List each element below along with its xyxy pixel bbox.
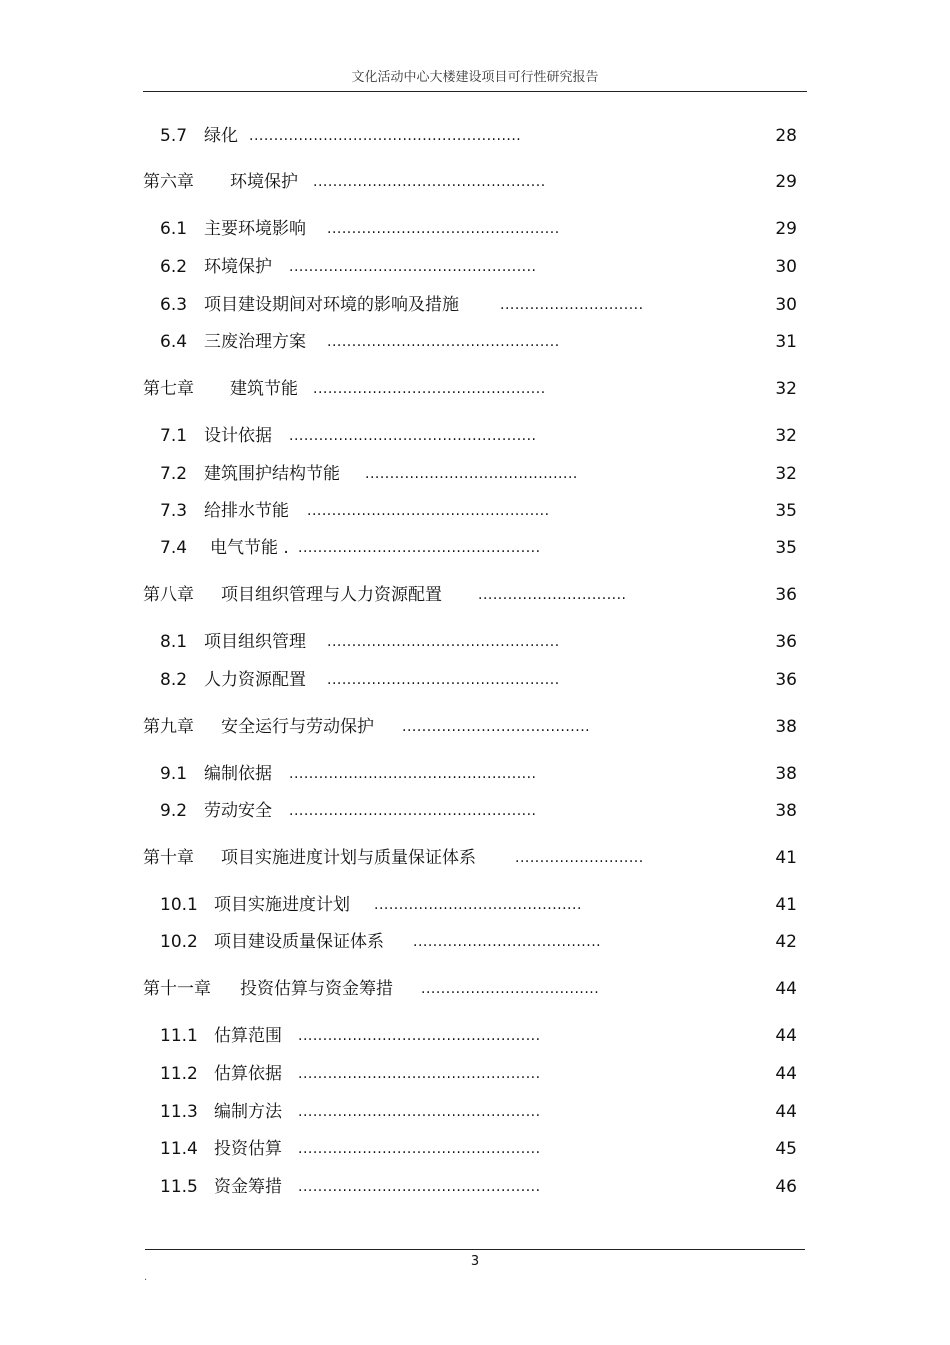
toc-entry-leader-dots: ................................................. xyxy=(298,540,541,556)
toc-entry-title: 建筑节能 xyxy=(230,379,298,399)
toc-entry-title: 编制方法 xyxy=(214,1102,282,1122)
toc-entry-title: 环境保护 xyxy=(204,257,272,277)
toc-entry-number: 8.1 xyxy=(160,632,188,652)
toc-entry xyxy=(0,1137,950,1161)
toc-entry-title: 项目实施进度计划 xyxy=(214,895,350,915)
toc-entry-number: 7.4 xyxy=(160,538,188,558)
toc-entry-leader-dots: ............................................... xyxy=(313,174,546,190)
toc-entry xyxy=(0,1175,950,1199)
toc-entry-leader-dots: .................................................. xyxy=(289,428,537,444)
toc-entry-title: 环境保护 xyxy=(230,172,298,192)
toc-entry-number: 10.2 xyxy=(160,932,198,952)
toc-entry-leader-dots: .............................. xyxy=(478,587,627,603)
toc-entry-leader-dots: ................................................. xyxy=(298,1179,541,1195)
toc-entry-number: 11.4 xyxy=(160,1139,198,1159)
toc-entry xyxy=(0,977,950,1001)
toc-entry-page-number: 45 xyxy=(775,1139,797,1159)
toc-entry-leader-dots: .......................................... xyxy=(374,897,582,913)
toc-entry-title: 劳动安全 xyxy=(204,801,272,821)
toc-entry-leader-dots: ............................................... xyxy=(327,634,560,650)
toc-entry-page-number: 36 xyxy=(775,670,797,690)
toc-entry-number: 第六章 xyxy=(143,172,194,192)
toc-entry-title: 编制依据 xyxy=(204,764,272,784)
toc-entry-leader-dots: .................................................. xyxy=(289,259,537,275)
toc-entry xyxy=(0,462,950,486)
toc-entry-number: 9.2 xyxy=(160,801,188,821)
toc-entry xyxy=(0,846,950,870)
header-divider xyxy=(143,91,807,92)
toc-entry-number: 5.7 xyxy=(160,126,188,146)
toc-entry-number: 8.2 xyxy=(160,670,188,690)
toc-entry-page-number: 35 xyxy=(775,538,797,558)
toc-entry-page-number: 29 xyxy=(775,219,797,239)
toc-entry-page-number: 42 xyxy=(775,932,797,952)
toc-entry-number: 第九章 xyxy=(143,717,194,737)
toc-entry-title: 投资估算与资金筹措 xyxy=(240,979,393,999)
footer-mark: . xyxy=(144,1272,148,1283)
toc-entry xyxy=(0,536,950,560)
toc-entry xyxy=(0,799,950,823)
toc-entry-leader-dots: ....................................................... xyxy=(249,128,522,144)
toc-entry-page-number: 35 xyxy=(775,501,797,521)
toc-entry-page-number: 38 xyxy=(775,717,797,737)
toc-entry xyxy=(0,583,950,607)
toc-entry-page-number: 36 xyxy=(775,585,797,605)
toc-entry-title: 项目建设期间对环境的影响及措施 xyxy=(204,295,459,315)
toc-entry-number: 7.2 xyxy=(160,464,188,484)
toc-entry xyxy=(0,499,950,523)
toc-entry xyxy=(0,424,950,448)
toc-entry-number: 11.2 xyxy=(160,1064,198,1084)
toc-entry-number: 6.1 xyxy=(160,219,188,239)
page-number: 3 xyxy=(470,1254,480,1269)
toc-entry-leader-dots: ................................................. xyxy=(298,1066,541,1082)
toc-entry-leader-dots: ............................................... xyxy=(327,334,560,350)
toc-entry-number: 9.1 xyxy=(160,764,188,784)
toc-entry-number: 7.3 xyxy=(160,501,188,521)
toc-entry-leader-dots: .................................................. xyxy=(289,766,537,782)
toc-entry-title: 估算依据 xyxy=(214,1064,282,1084)
toc-entry-title: 项目组织管理与人力资源配置 xyxy=(221,585,442,605)
toc-entry-title: 项目实施进度计划与质量保证体系 xyxy=(221,848,476,868)
toc-entry-number: 6.3 xyxy=(160,295,188,315)
toc-entry-number: 第七章 xyxy=(143,379,194,399)
toc-entry-page-number: 44 xyxy=(775,1064,797,1084)
toc-entry-page-number: 32 xyxy=(775,464,797,484)
toc-entry-page-number: 31 xyxy=(775,332,797,352)
toc-entry-page-number: 32 xyxy=(775,379,797,399)
toc-entry-leader-dots: ............................. xyxy=(500,297,644,313)
toc-entry-title: 投资估算 xyxy=(214,1139,282,1159)
toc-entry-number: 6.2 xyxy=(160,257,188,277)
toc-entry-leader-dots: ...................................... xyxy=(402,719,591,735)
toc-entry-page-number: 29 xyxy=(775,172,797,192)
toc-entry-number: 第八章 xyxy=(143,585,194,605)
toc-entry-leader-dots: .................................... xyxy=(421,981,600,997)
toc-entry xyxy=(0,893,950,917)
toc-entry-number: 7.1 xyxy=(160,426,188,446)
toc-entry-title: 安全运行与劳动保护 xyxy=(221,717,374,737)
toc-entry-title: 估算范围 xyxy=(214,1026,282,1046)
toc-entry xyxy=(0,715,950,739)
toc-entry-leader-dots: ................................................. xyxy=(298,1104,541,1120)
toc-entry-leader-dots: ................................................. xyxy=(307,503,550,519)
toc-entry-page-number: 46 xyxy=(775,1177,797,1197)
toc-entry-title: 给排水节能 xyxy=(204,501,289,521)
toc-entry-page-number: 32 xyxy=(775,426,797,446)
toc-entry xyxy=(0,630,950,654)
toc-entry-title: 资金筹措 xyxy=(214,1177,282,1197)
toc-entry xyxy=(0,124,950,148)
toc-entry-title: 项目建设质量保证体系 xyxy=(214,932,384,952)
toc-entry-title: 三废治理方案 xyxy=(204,332,306,352)
toc-entry-page-number: 44 xyxy=(775,1026,797,1046)
toc-entry xyxy=(0,762,950,786)
toc-entry-title: 项目组织管理 xyxy=(204,632,306,652)
toc-entry-page-number: 38 xyxy=(775,801,797,821)
toc-entry-page-number: 44 xyxy=(775,1102,797,1122)
toc-entry-page-number: 41 xyxy=(775,895,797,915)
toc-entry xyxy=(0,668,950,692)
toc-entry-leader-dots: ................................................. xyxy=(298,1028,541,1044)
toc-entry-page-number: 30 xyxy=(775,295,797,315)
toc-entry-number: 11.1 xyxy=(160,1026,198,1046)
toc-entry-number: 第十一章 xyxy=(143,979,211,999)
toc-entry-page-number: 44 xyxy=(775,979,797,999)
toc-entry-leader-dots: ............................................... xyxy=(327,672,560,688)
toc-entry-title: 绿化 xyxy=(204,126,238,146)
toc-entry xyxy=(0,1100,950,1124)
toc-entry xyxy=(0,330,950,354)
toc-entry-title: 建筑围护结构节能 xyxy=(204,464,340,484)
toc-entry-page-number: 38 xyxy=(775,764,797,784)
toc-entry-leader-dots: .......................... xyxy=(515,850,644,866)
toc-entry-leader-dots: ............................................... xyxy=(327,221,560,237)
toc-entry-leader-dots: ...................................... xyxy=(413,934,602,950)
toc-entry-leader-dots: ................................................. xyxy=(298,1141,541,1157)
document-header-title: 文化活动中心大楼建设项目可行性研究报告 xyxy=(351,70,599,85)
toc-entry xyxy=(0,1024,950,1048)
toc-entry xyxy=(0,255,950,279)
toc-entry-number: 11.3 xyxy=(160,1102,198,1122)
toc-entry-page-number: 41 xyxy=(775,848,797,868)
footer-divider xyxy=(145,1249,805,1250)
toc-entry-leader-dots: ........................................... xyxy=(365,466,578,482)
toc-entry-leader-dots: .................................................. xyxy=(289,803,537,819)
toc-entry xyxy=(0,377,950,401)
toc-entry-leader-dots: ............................................... xyxy=(313,381,546,397)
toc-entry xyxy=(0,217,950,241)
toc-entry xyxy=(0,293,950,317)
toc-entry-title: 人力资源配置 xyxy=(204,670,306,690)
toc-entry-page-number: 36 xyxy=(775,632,797,652)
toc-entry-number: 11.5 xyxy=(160,1177,198,1197)
toc-entry xyxy=(0,1062,950,1086)
toc-entry xyxy=(0,930,950,954)
toc-entry-title: 设计依据 xyxy=(204,426,272,446)
toc-entry-page-number: 30 xyxy=(775,257,797,277)
toc-entry-page-number: 28 xyxy=(775,126,797,146)
toc-entry-number: 第十章 xyxy=(143,848,194,868)
toc-entry-title: 电气节能 . xyxy=(210,538,289,558)
toc-entry-number: 6.4 xyxy=(160,332,188,352)
toc-entry-title: 主要环境影响 xyxy=(204,219,306,239)
toc-entry-number: 10.1 xyxy=(160,895,198,915)
toc-entry xyxy=(0,170,950,194)
